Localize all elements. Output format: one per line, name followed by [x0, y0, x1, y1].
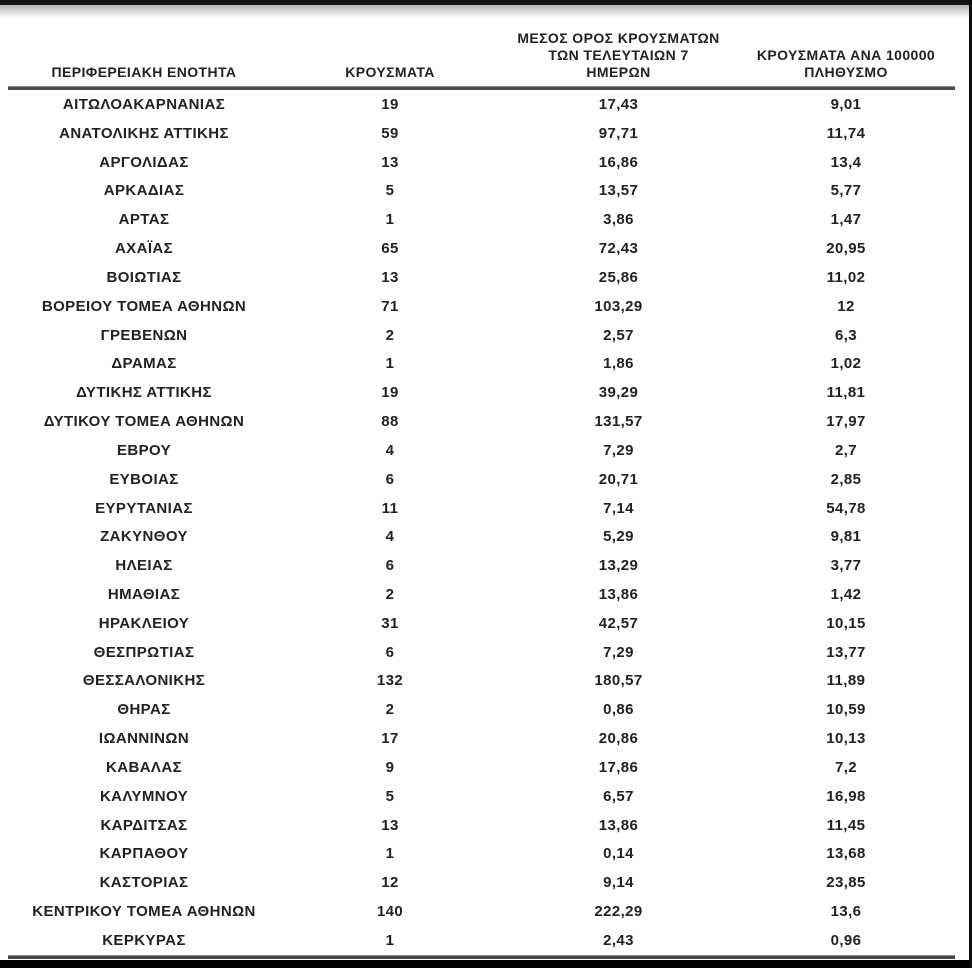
cases-cell: 2 [385, 326, 395, 344]
per100k-cell: 0,96 [830, 931, 862, 949]
region-cell: ΓΡΕΒΕΝΩΝ [100, 326, 188, 344]
avg7-cell: 42,57 [598, 614, 639, 632]
cases-cell: 6 [385, 557, 395, 575]
per100k-cell: 16,98 [826, 787, 866, 805]
per100k-cell: 7,2 [834, 758, 858, 776]
table-row [8, 638, 955, 667]
region-cell: ΚΑΡΔΙΤΣΑΣ [100, 816, 188, 834]
table-row [8, 840, 955, 869]
column-header-line: ΜΕΣΟΣ ΟΡΟΣ ΚΡΟΥΣΜΑΤΩΝ [517, 30, 720, 46]
cases-cell: 2 [385, 701, 395, 719]
cases-cell: 71 [381, 297, 399, 315]
table-row [8, 119, 955, 148]
region-cell: ΔΥΤΙΚΗΣ ΑΤΤΙΚΗΣ [76, 384, 212, 402]
cases-cell: 5 [385, 182, 395, 200]
region-cell: ΒΟΡΕΙΟΥ ΤΟΜΕΑ ΑΘΗΝΩΝ [41, 297, 247, 315]
avg7-cell: 9,14 [603, 874, 634, 892]
per100k-cell: 10,15 [826, 614, 866, 632]
top-edge-shadow [0, 5, 972, 18]
avg7-cell: 17,86 [598, 758, 639, 776]
per100k-cell: 11,74 [826, 124, 866, 142]
avg7-cell: 0,14 [603, 845, 634, 863]
cases-cell: 6 [385, 470, 395, 488]
region-cell: ΑΝΑΤΟΛΙΚΗΣ ΑΤΤΙΚΗΣ [59, 124, 229, 142]
per100k-cell: 1,47 [830, 211, 862, 229]
table-row [8, 292, 955, 321]
region-cell: ΑΙΤΩΛΟΑΚΑΡΝΑΝΙΑΣ [62, 95, 226, 113]
cases-cell: 88 [381, 413, 399, 431]
column-header-line: ΠΕΡΙΦΕΡΕΙΑΚΗ ΕΝΟΤΗΤΑ [51, 64, 237, 80]
per100k-cell: 1,42 [830, 585, 862, 603]
avg7-cell: 13,57 [598, 182, 639, 200]
region-cell: ΔΡΑΜΑΣ [111, 355, 177, 373]
avg7-cell: 13,86 [598, 585, 639, 603]
region-cell: ΔΥΤΙΚΟΥ ΤΟΜΕΑ ΑΘΗΝΩΝ [43, 413, 245, 431]
table-row [8, 609, 955, 638]
cases-cell: 1 [385, 355, 395, 373]
cases-cell: 1 [385, 845, 395, 863]
table-row [8, 580, 955, 609]
table-row [8, 522, 955, 551]
region-cell: ΗΜΑΘΙΑΣ [107, 585, 181, 603]
region-cell: ΚΑΣΤΟΡΙΑΣ [99, 874, 189, 892]
cases-cell: 132 [376, 672, 404, 690]
avg7-cell: 25,86 [598, 268, 639, 286]
avg7-cell: 2,43 [603, 931, 634, 949]
table-row [8, 724, 955, 753]
avg7-cell: 131,57 [594, 413, 643, 431]
per100k-cell: 10,59 [826, 701, 866, 719]
avg7-cell: 13,86 [598, 816, 639, 834]
region-cell: ΚΑΒΑΛΑΣ [106, 758, 182, 776]
cases-cell: 12 [381, 874, 399, 892]
per100k-cell: 2,85 [830, 470, 862, 488]
column-header-line: ΠΛΗΘΥΣΜΟ [804, 64, 888, 80]
region-cell: ΑΡΓΟΛΙΔΑΣ [99, 153, 189, 171]
per100k-cell: 20,95 [826, 240, 866, 258]
per100k-cell: 6,3 [834, 326, 858, 344]
region-cell: ΚΕΡΚΥΡΑΣ [102, 931, 186, 949]
column-header-line: ΤΩΝ ΤΕΛΕΥΤΑΙΩΝ 7 [548, 47, 689, 63]
table-row [8, 205, 955, 234]
cases-cell: 9 [385, 758, 395, 776]
region-cell: ΕΒΡΟΥ [116, 441, 172, 459]
region-cell: ΑΡΤΑΣ [118, 211, 170, 229]
table-row [8, 176, 955, 205]
region-cell: ΚΑΡΠΑΘΟΥ [99, 845, 189, 863]
per100k-cell: 12 [837, 297, 855, 315]
per100k-cell: 9,01 [830, 95, 862, 113]
region-cell: ΚΑΛΥΜΝΟΥ [99, 787, 189, 805]
per100k-cell: 17,97 [826, 413, 866, 431]
avg7-cell: 222,29 [594, 903, 643, 921]
table-row [8, 90, 955, 119]
cases-cell: 65 [381, 240, 399, 258]
regional-cases-table [8, 15, 955, 959]
cases-cell: 140 [376, 903, 404, 921]
avg7-cell: 20,71 [598, 470, 639, 488]
per100k-cell: 13,77 [826, 643, 866, 661]
per100k-cell: 5,77 [830, 182, 862, 200]
table-row [8, 868, 955, 897]
column-header-avg7 [500, 30, 737, 86]
per100k-cell: 11,81 [826, 384, 866, 402]
cases-cell: 19 [381, 95, 399, 113]
screenshot-bottom-edge-bar [0, 960, 972, 968]
per100k-cell: 1,02 [830, 355, 862, 373]
table-row [8, 667, 955, 696]
cases-cell: 4 [385, 528, 395, 546]
region-cell: ΖΑΚΥΝΘΟΥ [100, 528, 188, 546]
region-cell: ΕΥΒΟΙΑΣ [109, 470, 179, 488]
region-cell: ΑΡΚΑΔΙΑΣ [103, 182, 185, 200]
table-row [8, 436, 955, 465]
avg7-cell: 13,29 [598, 557, 639, 575]
table-row [8, 551, 955, 580]
avg7-cell: 7,29 [603, 643, 634, 661]
table-row [8, 148, 955, 177]
table-row [8, 494, 955, 523]
table-row [8, 811, 955, 840]
avg7-cell: 2,57 [603, 326, 634, 344]
region-cell: ΕΥΡΥΤΑΝΙΑΣ [95, 499, 193, 517]
table-row [8, 753, 955, 782]
avg7-cell: 17,43 [598, 95, 639, 113]
cases-cell: 1 [385, 931, 395, 949]
cases-cell: 6 [385, 643, 395, 661]
avg7-cell: 7,29 [603, 441, 634, 459]
avg7-cell: 39,29 [598, 384, 639, 402]
avg7-cell: 3,86 [603, 211, 634, 229]
table-row [8, 782, 955, 811]
per100k-cell: 11,89 [826, 672, 866, 690]
per100k-cell: 3,77 [830, 557, 862, 575]
cases-cell: 13 [381, 268, 399, 286]
table-row [8, 407, 955, 436]
per100k-cell: 9,81 [830, 528, 862, 546]
per100k-cell: 23,85 [826, 874, 866, 892]
cases-cell: 59 [381, 124, 399, 142]
avg7-cell: 72,43 [598, 240, 639, 258]
table-body [8, 90, 955, 955]
avg7-cell: 97,71 [598, 124, 639, 142]
region-cell: ΘΗΡΑΣ [117, 701, 171, 719]
per100k-cell: 10,13 [826, 730, 866, 748]
column-header-region [8, 64, 280, 86]
per100k-cell: 11,02 [826, 268, 866, 286]
cases-cell: 31 [381, 614, 399, 632]
table-row [8, 234, 955, 263]
region-cell: ΚΕΝΤΡΙΚΟΥ ΤΟΜΕΑ ΑΘΗΝΩΝ [32, 903, 256, 921]
cases-cell: 2 [385, 585, 395, 603]
avg7-cell: 5,29 [603, 528, 634, 546]
table-row [8, 926, 955, 955]
avg7-cell: 0,86 [603, 701, 634, 719]
table-row [8, 349, 955, 378]
screenshot-top-edge-bar [0, 0, 972, 5]
table-row [8, 695, 955, 724]
table-header-row [8, 15, 955, 86]
table-row [8, 321, 955, 350]
cases-cell: 5 [385, 787, 395, 805]
column-header-line: ΚΡΟΥΣΜΑΤΑ [345, 64, 435, 80]
column-header-line: ΗΜΕΡΩΝ [586, 64, 651, 80]
per100k-cell: 2,7 [834, 441, 858, 459]
region-cell: ΑΧΑΪΑΣ [114, 240, 174, 258]
table-row [8, 465, 955, 494]
region-cell: ΘΕΣΠΡΩΤΙΑΣ [93, 643, 195, 661]
cases-cell: 11 [381, 499, 399, 517]
avg7-cell: 180,57 [594, 672, 643, 690]
avg7-cell: 20,86 [598, 730, 639, 748]
avg7-cell: 16,86 [598, 153, 639, 171]
region-cell: ΘΕΣΣΑΛΟΝΙΚΗΣ [82, 672, 206, 690]
region-cell: ΗΛΕΙΑΣ [115, 557, 173, 575]
cases-cell: 1 [385, 211, 395, 229]
table-row [8, 263, 955, 292]
cases-cell: 13 [381, 153, 399, 171]
cases-cell: 4 [385, 441, 395, 459]
avg7-cell: 6,57 [603, 787, 634, 805]
cases-cell: 13 [381, 816, 399, 834]
region-cell: ΙΩΑΝΝΙΝΩΝ [98, 730, 190, 748]
per100k-cell: 13,4 [830, 153, 862, 171]
region-cell: ΗΡΑΚΛΕΙΟΥ [98, 614, 190, 632]
per100k-cell: 54,78 [826, 499, 866, 517]
cases-cell: 19 [381, 384, 399, 402]
avg7-cell: 103,29 [594, 297, 643, 315]
per100k-cell: 11,45 [826, 816, 866, 834]
column-header-cases [280, 64, 500, 86]
per100k-cell: 13,6 [830, 903, 862, 921]
table-row [8, 378, 955, 407]
per100k-cell: 13,68 [826, 845, 866, 863]
avg7-cell: 1,86 [603, 355, 634, 373]
region-cell: ΒΟΙΩΤΙΑΣ [106, 268, 182, 286]
table-row [8, 897, 955, 926]
column-header-line: ΚΡΟΥΣΜΑΤΑ ΑΝΑ 100000 [756, 47, 936, 63]
cases-cell: 17 [381, 730, 399, 748]
table-bottom-rule [8, 955, 955, 959]
avg7-cell: 7,14 [603, 499, 634, 517]
column-header-per100k [737, 47, 955, 86]
